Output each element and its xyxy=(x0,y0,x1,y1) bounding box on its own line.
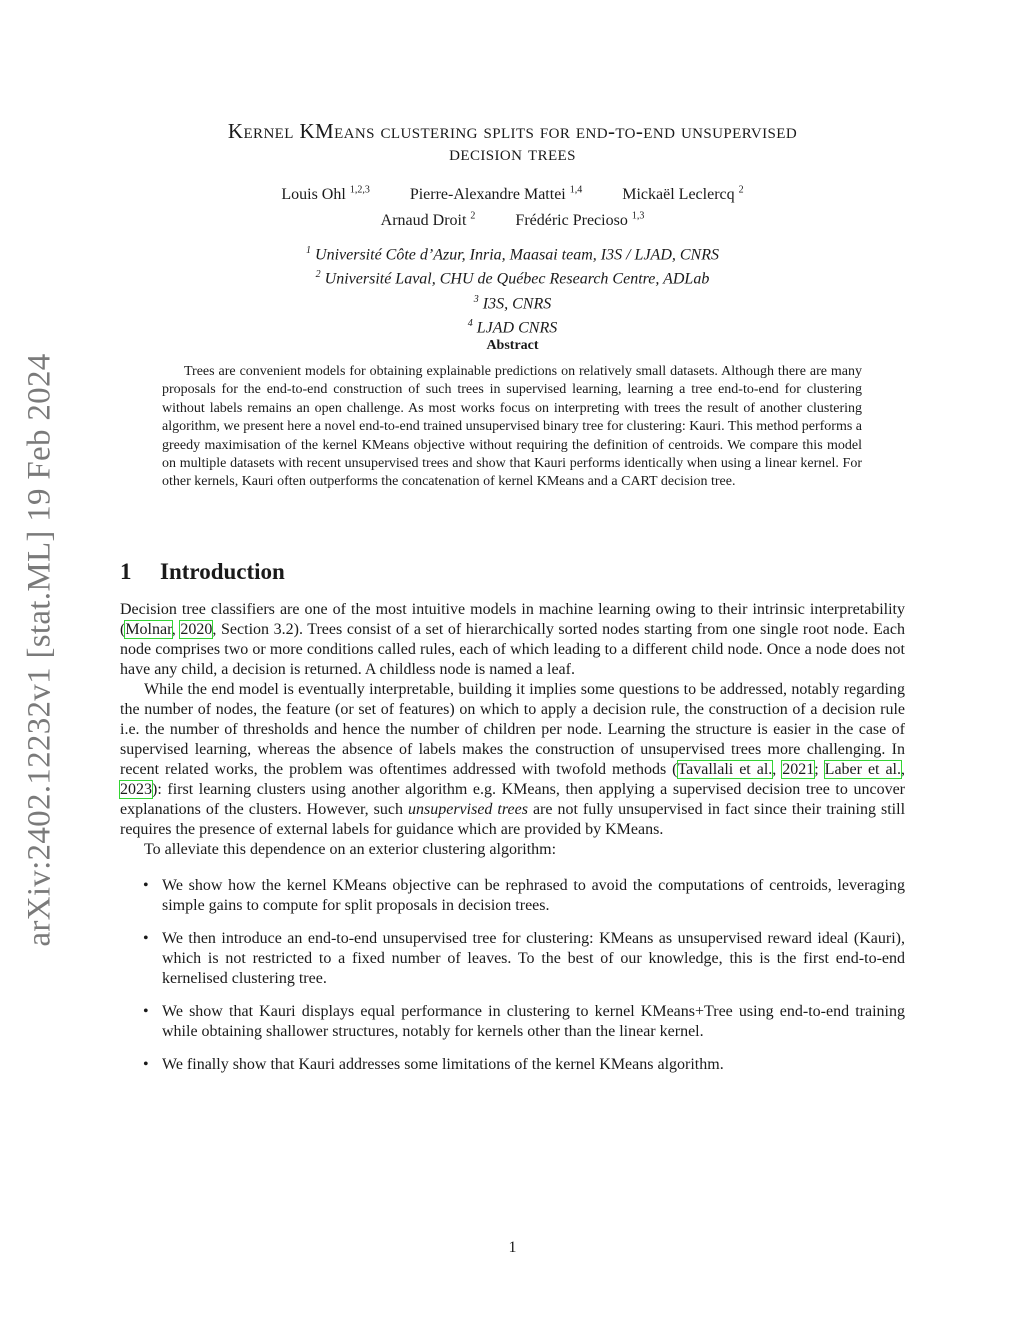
intro-paragraph-3: To alleviate this dependence on an exterior clustering algorithm: xyxy=(144,841,557,858)
contribution-item: • We show that Kauri displays equal performance in clustering to kernel KMeans+Tree using end-to-end training while obtaining shallower structures, notably for kernels other than the linear kernel. xyxy=(143,1003,905,1040)
title-line-1: Kernel KMeans clustering splits for end-to-end unsupervised xyxy=(227,119,798,143)
arxiv-identifier-stamp: arXiv:2402.12232v1 [stat.ML] 19 Feb 2024 xyxy=(21,353,58,947)
bullet-icon: • xyxy=(143,1003,149,1020)
affiliation: $^2$ Université Laval, CHU de Québec Research Centre, ADLab xyxy=(315,269,710,288)
author-list xyxy=(120,180,905,231)
citation-link[interactable]: 2021 xyxy=(782,761,815,778)
bullet-icon: • xyxy=(143,930,149,947)
citation-link[interactable]: Tavallali et al. xyxy=(677,761,773,778)
author: Frédéric Precioso $^{1,3}$ xyxy=(515,210,645,229)
contribution-item: • We show how the kernel KMeans objective can be rephrased to avoid the computations of centroids, leveraging simple gains to compute for split proposals in decision trees. xyxy=(143,877,905,914)
contribution-item: • We then introduce an end-to-end unsupervised tree for clustering: KMeans as unsupervised reward ideal (Kauri), which is not restricted to a fixed number of leaves. To the best of our knowledge, this is the first end-to-end kernelised clustering tree. xyxy=(143,930,905,987)
abstract-text: Trees are convenient models for obtaining explainable predictions on relatively small datasets. Although there are many proposals for the end-to-end construction of such trees in supervised learning, learning a tree end-to-end for clustering without labels remains an open challenge. As most works focus on interpreting with trees the result of another clustering algorithm, we present here a novel end-to-end trained unsupervised binary tree for clustering: Kauri. This method performs a greedy maximisation of the kernel KMeans objective without requiring the definition of centroids. We compare this model on multiple datasets with recent unsupervised trees and show that Kauri performs identically when using a linear kernel. For other kernels, Kauri often outperforms the concatenation of kernel KMeans and a CART decision tree. xyxy=(162,364,862,490)
author: Arnaud Droit $^2$ xyxy=(380,210,476,229)
affiliation: $^3$ I3S, CNRS xyxy=(473,293,552,312)
author: Pierre-Alexandre Mattei $^{1,4}$ xyxy=(409,185,583,204)
title-line-2: decision trees xyxy=(449,141,576,165)
citation-link[interactable]: Molnar xyxy=(125,621,172,638)
paper-title xyxy=(120,120,905,164)
introduction-body xyxy=(120,600,905,1088)
section-number: 1 xyxy=(120,559,132,584)
page-number: 1 xyxy=(508,1239,517,1256)
affiliation-list xyxy=(120,241,905,338)
contribution-list xyxy=(120,876,905,1075)
intro-paragraph-2: While the end model is eventually interpretable, building it implies some questions to be addressed, notably regarding the number of nodes, the feature (or set of features) on which to apply a decision rule, the construction of a decision rule i.e. the number of thresholds and hence the number of children per node. Learning the structure is easier in the case of supervised learning, whereas the absence of labels makes the construction of unsupervised trees more challenging. In recent related works, the problem was oftentimes addressed with twofold methods (Tavallali et al., 2021; Laber et al., 2023): first learning clusters using another algorithm e.g. KMeans, then applying a supervised decision tree to uncover explanations of the clusters. However, such unsupervised trees are not fully unsupervised in fact since their training still requires the presence of external labels for guidance which are provided by KMeans. xyxy=(120,681,906,838)
abstract-heading: Abstract xyxy=(486,338,539,353)
intro-paragraph-1: Decision tree classifiers are one of the most intuitive models in machine learning owing to their intrinsic interpretability (Molnar, 2020, Section 3.2). Trees consist of a set of hierarchically sorted nodes starting from one single root node. Each node comprises two or more conditions called rules, each of which leading to a different child node. Once a node does not have any child, a decision is returned. A childless node is named a leaf. xyxy=(120,601,905,678)
author: Mickaël Leclercq $^2$ xyxy=(622,185,744,204)
citation-link[interactable]: 2020 xyxy=(180,621,213,638)
affiliation: $^4$ LJAD CNRS xyxy=(467,317,558,337)
author: Louis Ohl $^{1,2,3}$ xyxy=(281,185,370,204)
bullet-icon: • xyxy=(143,1056,149,1073)
citation-link[interactable]: 2023 xyxy=(120,781,152,798)
bullet-icon: • xyxy=(143,877,149,894)
citation-link[interactable]: Laber et al. xyxy=(824,761,902,778)
contribution-item: • We finally show that Kauri addresses some limitations of the kernel KMeans algorithm. xyxy=(143,1056,724,1073)
section-heading-introduction xyxy=(120,559,285,585)
section-title: Introduction xyxy=(160,559,285,584)
affiliation: $^1$ Université Côte d’Azur, Inria, Maasai team, I3S / LJAD, CNRS xyxy=(306,245,719,264)
